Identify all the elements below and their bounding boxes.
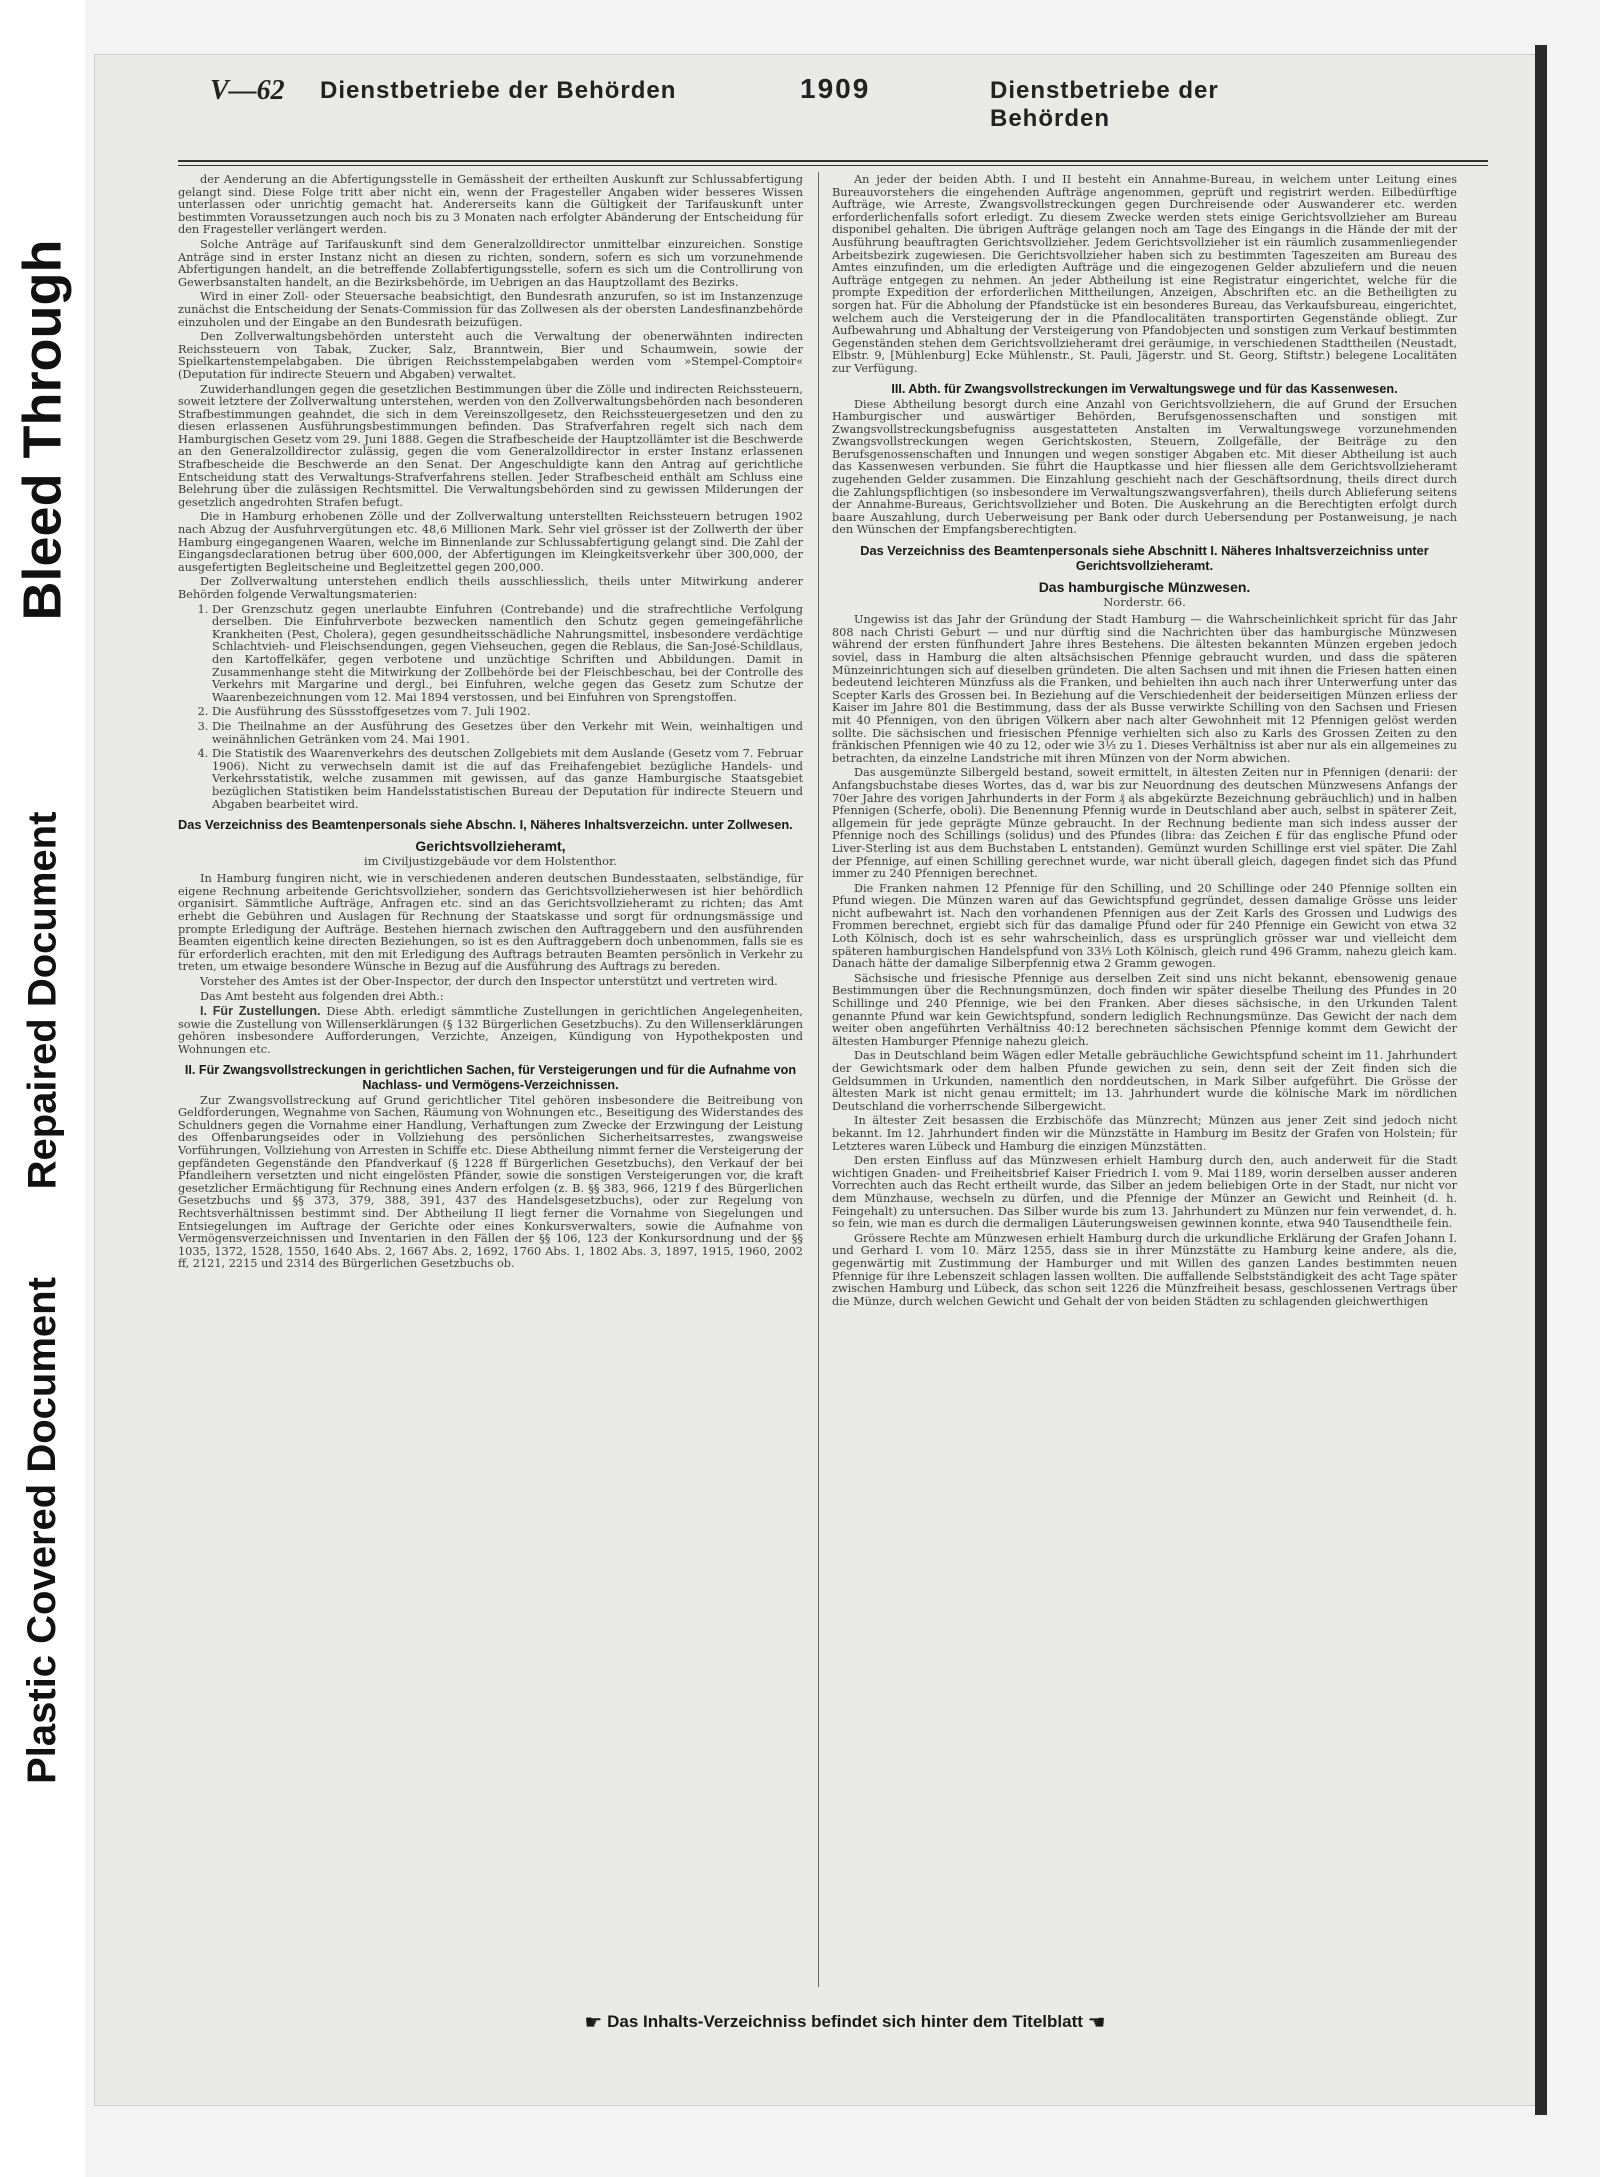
staff-directory-note: Das Verzeichniss des Beamtenpersonals siehe Abschn. I, Näheres Inhaltsverzeichn. unter Zollwesen. bbox=[178, 817, 793, 833]
section-title-gerichtsvollzieheramt: Gerichtsvollzieheramt, bbox=[415, 838, 566, 855]
list-item: 1. Der Grenzschutz gegen unerlaubte Einfuhren (Contrebande) und die strafrechtliche Verfolgung derselben. Die Einfuhrverbote bezwecken namentlich den Schutz gegen gemeingefährliche Krankheiten (Pest, Cholera), gegen gesundheitsschädliche Nahrungsmittel, insbesondere verdächtige Schlachtvieh- und Fleischsendungen, gegen Viehseuchen, gegen die Reblaus, die San-José-Schildlaus, den Kartoffelkäfer, gegen verbotene und unzüchtige Schriften und Abbildungen. Damit in Zusammenhange steht die Mitwirkung der Zollbehörde bei der Fleischbeschau, bei der Controlle des Verkehrs mit Margarine und dergl., bei Einfuhren, welche gegen das Gesetz zum Schutze der Waarenbezeichnungen vom 12. Mai 1894 verstossen, und bei Einfuhren von Sprengstoffen. bbox=[212, 604, 803, 705]
paragraph: Zur Zwangsvollstreckung auf Grund gerichtlicher Titel gehören insbesondere die Beitreibung von Geldforderungen, Wegnahme von Sachen, Räumung von Wohnungen etc., Beseitigung des Widerstandes des Schuldners gegen die Vornahme einer Handlung, Verhaftungen zum Zwecke der Erzwingung der Leistung des Offenbarungseides oder in Vollziehung des persönlichen Sicherheitsarrestes, zwangsweise Vorführungen, Vollziehung von Arresten in Schiffe etc. Diese Abtheilung nimmt ferner die Versteigerung der gepfändeten Gegenstände den Pfandverkauf (§ 1228 ff Bürgerlichen Gesetzbuchs), den Verkauf der bei Pfandleihern versetzten und nicht eingelösten Pfänder, sowie die sonstigen Versteigerungen vor, die kraft gesetzlicher Ermächtigung für Rechnung eines Andern erfolgen (z. B. §§ 383, 966, 1219 f des Bürgerlichen Gesetzbuchs und §§ 373, 379, 388, 391, 437 des Handelsgesetzbuchs), oder zur Regelung von Rechtsverhältnissen bestimmt sind. Der Abtheilung II liegt ferner die Vornahme von Siegelungen und Entsiegelungen im Auftrage der Gerichte oder eines Konkursverwalters, sowie die Aufnahme von Vermögensverzeichnissen und Inventarien in den Fällen der §§ 106, 123 der Konkursordnung und der §§ 1035, 1372, 1528, 1550, 1640 Abs. 2, 1667 Abs. 2, 1692, 1760 Abs. 1, 1802 Abs. 3, 1897, 1915, 1960, 2002 ff, 2121, 2215 und 2314 des Bürgerlichen Gesetzbuchs ob. bbox=[178, 1093, 803, 1271]
pointing-hand-left-icon: ☚ bbox=[1087, 2010, 1106, 2034]
page-number: V—62 bbox=[210, 75, 285, 106]
header-rule-thin bbox=[178, 165, 1488, 166]
scanner-label-strip bbox=[0, 0, 85, 2177]
bleed-through-label: Bleed Through bbox=[12, 239, 73, 621]
paragraph: Solche Anträge auf Tarifauskunft sind dem Generalzolldirector unmittelbar einzureichen. Sonstige Anträge sind in erster Instanz nicht an diesen zu richten, sondern, sofern es sich um vorzunehmende Abfertigungen handelt, an die betreffende Zollabfertigungsstelle, sofern es sich um die Controllirung von Gewerbsanstalten handelt, an die Bezirksbehörde, im Uebrigen an das Hauptzollamt des Bezirks. bbox=[178, 237, 803, 289]
section-subtitle: Norderstr. 66. bbox=[1103, 594, 1186, 609]
materials-list bbox=[178, 604, 803, 812]
section-subtitle: im Civiljustizgebäude vor dem Holstenthor. bbox=[364, 853, 617, 868]
staff-directory-note: Das Verzeichniss des Beamtenpersonals siehe Abschnitt I. Näheres Inhaltsverzeichniss unter Gerichtsvollzieheramt. bbox=[860, 543, 1429, 574]
right-column bbox=[832, 174, 1457, 1310]
paragraph: Die in Hamburg erhobenen Zölle und der Zollverwaltung unterstellten Reichssteuern betrugen 1902 nach Abzug der Ausfuhrvergütungen etc. 48,6 Millionen Mark. Sehr viel grösser ist der Zollwerth der über Hamburg eingegangenen Waaren, welche im Binnenlande zur Schlussabfertigung gelangt sind. Die Zahl der Eingangsdeclarationen betrug über 600,000, der Abfertigungen im Kleingkeitsverkehr über 300,000, der ausgefertigten Begleitscheine und Begleitzettel gegen 200,000. bbox=[178, 510, 803, 574]
subsection-title: III. Abth. für Zwangsvollstreckungen im Verwaltungswege und für das Kassenwesen. bbox=[891, 381, 1398, 396]
paragraph: Das ausgemünzte Silbergeld bestand, soweit ermittelt, in ältesten Zeiten nur in Pfennigen (denarii: der Anfangsbuchstabe dieses Wortes, das d, war bis zur Neuordnung des deutschen Münzwesens Anfangs der 70er Jahre des vorigen Jahrhunderts in der Form ₰ als abgekürzte Bezeichnung gebräuchlich) und in halben Pfennigen (Scherfe, oboli). Die Benennung Pfennig wurde in Deutschland aber auch, selbst in späterer Zeit, allgemein für jede geprägte Münze gebraucht. In der Rechnung bediente man sich indess ausser der Pfennige noch des Schillings (solidus) und des Pfundes (libra: das Zeichen £ für das englische Pfund oder Liver-Sterling ist aus dem Buchstaben L entstanden). Gemünzt wurden Schillinge erst viel später. Die Zahl der Pfennige, auf einen Schilling gerechnet wurde, war nicht überall gleich, dagegen findet sich das Pfund immer zu 240 Pfennigen berechnet. bbox=[832, 766, 1457, 881]
paragraph: Die Franken nahmen 12 Pfennige für den Schilling, und 20 Schillinge oder 240 Pfennige sollten ein Pfund wiegen. Die Münzen waren auf das Gewichtspfund gegründet, dessen damalige Grösse uns leider nicht aufbewahrt ist. Nach den vorhandenen Pfennigen aus der Zeit Karls des Grossen und Ludwigs des Frommen berechnet, ergiebt sich für das damalige Pfund oder für 240 Pfennige ein Gewicht von etwa 32 Loth Kölnisch, doch ist es sehr wahrscheinlich, dass es ursprünglich grösser war und vielleicht dem späteren hamburgischen Handelspfund von 33⅓ Loth Kölnisch, gleich rund 496 Gramm, nahezu gleich kam. Danach hätte der damalige Silberpfennig etwa 2 Gramm gewogen. bbox=[832, 881, 1457, 971]
paragraph: An jeder der beiden Abth. I und II besteht ein Annahme-Bureau, in welchem unter Leitung eines Bureauvorstehers die eingehenden Aufträge angenommen, geprüft und registrirt werden. Eilbedürftige Aufträge, wie Arreste, Zwangsvollstreckungen gegen Durchreisende oder Auswanderer etc. werden erforderlichenfalls sofort erledigt. Zu diesem Zwecke werden stets einige Gerichtsvollzieher am Bureau disponibel gehalten. Die übrigen Aufträge gelangen noch am Tage des Eingangs in die Hände der mit der Ausführung beauftragten Gerichtsvollzieher. Jedem Gerichtsvollzieher ist ein räumlich zusammenliegender Arbeitsbezirk zugewiesen. Die Gerichtsvollzieher haben sich zu bestimmten Tageszeiten am Bureau des Amtes einzufinden, um die erledigten Aufträge und die eingezogenen Gelder abzuliefern und die neuen Aufträge entgegen zu nehmen. An jeder Abtheilung ist eine Registratur eingerichtet, welche für die prompte Expedition der erforderlichen Mittheilungen, Anzeigen, Abschriften etc. an die Betheiligten zu sorgen hat. Für die Abholung der Pfandstücke ist ein besonderes Bureau, das Verkaufsbureau, eingerichtet, welchem auch die Versteigerung der in die Pfandlocalitäten transportirten Gegenstände obliegt. Zur Aufbewahrung und Abhaltung der Versteigerung von Pfandobjecten und sonstigen zum Verkauf bestimmten Gegenständen stehen dem Gerichtsvollzieheramt drei geräumige, in verschiedenen Stadttheilen (Neustadt, Elbstr. 9, [Mühlenburg] Ecke Mühlenstr., St. Pauli, Jägerstr. und St. Georg, Stiftstr.) belegene Localitäten zur Verfügung. bbox=[832, 173, 1457, 375]
plastic-covered-document-label: Plastic Covered Document bbox=[20, 1276, 65, 1784]
list-item: 4. Die Statistik des Waarenverkehrs des deutschen Zollgebiets mit dem Auslande (Gesetz vom 7. Februar 1906). Nicht zu verwechseln damit ist die auf das Freihafengebiet bezügliche Handels- und Verkehrsstatistik, welche zusammen mit gewissen, auf das ganze Hamburgische Staatsgebiet bezüglichen Statistiken beim Handelsstatistischen Bureau der Deputation für indirecte Steuern und Abgaben bearbeitet wird. bbox=[212, 748, 803, 811]
header-left-title: Dienstbetriebe der Behörden bbox=[320, 77, 677, 104]
column-divider bbox=[818, 172, 819, 1987]
paragraph: Grössere Rechte am Münzwesen erhielt Hamburg durch die urkundliche Erklärung der Grafen Johann I. und Gerhard I. vom 10. März 1255, dass sie in ihrer Münzstätte zu Hamburg keine andere, als die, gegenwärtig mit Zustimmung der Hamburger und mit Willen des ganzen Landes bestimmten neuen Pfennige für ihre Lebenszeit schlagen lassen wollten. Die auffallende Selbstständigkeit des acht Tage später zwischen Hamburg und Lübeck, das schon seit 1226 die Münzfreiheit besass, geschlossenen Vertrags über die Münze, durch welchen Gewicht und Gehalt der von beiden Städten zu schlagenden gleichwerthigen bbox=[832, 1231, 1457, 1308]
paragraph: Ungewiss ist das Jahr der Gründung der Stadt Hamburg — die Wahrscheinlichkeit spricht für das Jahr 808 nach Christi Geburt — und nur dürftig sind die Nachrichten über das hamburgische Münzwesen während der ersten fünfhundert Jahre ihres Bestehens. Die ältesten bekannten Münzen ergeben jedoch soviel, dass in Hamburg die alten altsächsischen Pfennige gebraucht wurden, und dass die späteren Münzeinrichtungen sich auf dieselben gründeten. Die alten Sachsen und mit ihnen die Friesen hatten einen bedeutend leichteren Münzfuss als die Franken, und behielten ihn auch nach ihrer Unterwerfung unter das Scepter Karls des Grossen bei. In Beziehung auf die Verschiedenheit der beiderseitigen Münzen erliess der Kaiser im Jahre 801 die Bestimmung, dass der als Busse verwirkte Schilling von den Sachsen und Friesen mit 40 Pfennigen, von den übrigen Völkern aber nach alter Gewohnheit mit 12 Pfennigen gelöst werden sollte. Die sächsischen und friesischen Pfennige verhielten sich also zu Karls des Grossen Zeiten zu den fränkischen Pfennigen wie 40 zu 12, oder wie 3⅓ zu 1. Dieses Verhältniss ist aber nur als ein allgemeines zu betrachten, da einzelne Landstriche mit ihren Münzen von der Norm abwichen. bbox=[832, 613, 1457, 765]
footer-text: Das Inhalts-Verzeichniss befindet sich hinter dem Titelblatt bbox=[607, 2012, 1083, 2031]
list-item: 2. Die Ausführung des Süssstoffgesetzes vom 7. Juli 1902. bbox=[212, 706, 803, 719]
section-title-muenzwesen: Das hamburgische Münzwesen. bbox=[1038, 579, 1251, 596]
subsection-title: I. Für Zustellungen. bbox=[200, 1004, 321, 1019]
paragraph: I. Für Zustellungen. Diese Abth. erledigt sämmtliche Zustellungen in gerichtlichen Angelegenheiten, sowie die Zustellung von Willenserklärungen (§ 132 Bürgerlichen Gesetzbuchs). Zu den Willenserklärungen gehören insbesondere Aufforderungen, Verzichte, Anzeigen, Kündigung von Hypothekposten und Wohnungen etc. bbox=[178, 1004, 803, 1056]
subsection-title: II. Für Zwangsvollstreckungen in gerichtlichen Sachen, für Versteigerungen und für die Aufnahme von Nachlass- und Vermögens-Verzeichnissen. bbox=[184, 1062, 797, 1092]
paragraph: Sächsische und friesische Pfennige aus derselben Zeit sind uns nicht bekannt, ebensowenig genaue Bestimmungen über die Rechnungsmünzen, doch finden wir später dieselbe Theilung des Pfundes in 20 Schillinge und 240 Pfennige, wie bei den Franken. Aber dieses sächsische, in den Urkunden Talent genannte Pfund war kein Gewichtspfund, sondern lediglich Rechnungsmünze. Das Gewicht der nach dem weiter oben angeführten Verhältniss 40:12 berechneten sächsischen Pfennige kommt dem Gewicht der ältesten Hamburger Pfennige nahezu gleich. bbox=[832, 971, 1457, 1048]
page-header bbox=[110, 63, 1300, 132]
paragraph: Zuwiderhandlungen gegen die gesetzlichen Bestimmungen über die Zölle und indirecten Reichssteuern, soweit letztere der Zollverwaltung unterstehen, werden von den Zollverwaltungsbehörden nach besonderen Strafbestimmungen geahndet, die sich in dem Vereinszollgesetz, den Reichssteuergesetzen und den zu diesen erlassenen Ausführungsbestimmungen befinden. Das Strafverfahren regelt sich nach dem Hamburgischen Gesetz vom 29. Juni 1888. Gegen die Strafbescheide der Hauptzollämter ist die Beschwerde an den Generalzolldirector zulässig, gegen die vom Generalzolldirector in erster Instanz erlassenen Strafbescheide die Beschwerde an den Senat. Der Angeschuldigte kann den Antrag auf gerichtliche Entscheidung statt des Verwaltungs-Strafverfahrens stellen. Jeder Strafbescheid enthält am Schluss eine Belehrung über die zulässigen Rechtsmittel. Die Verwaltungsbehörden sind zu gewissen Milderungen der gesetzlich angedrohten Strafen befugt. bbox=[178, 382, 803, 509]
paragraph: Wird in einer Zoll- oder Steuersache beabsichtigt, den Bundesrath anzurufen, so ist im Instanzenzuge zunächst die Entscheidung der Senats-Commission für das Zollwesen als der obersten Landesfinanzbehörde einzuholen und der Eingabe an den Bundesrath beizufügen. bbox=[178, 290, 803, 329]
paragraph: Der Zollverwaltung unterstehen endlich theils ausschliesslich, theils unter Mitwirkung anderer Behörden folgende Verwaltungsmaterien: bbox=[178, 575, 803, 601]
list-item: 3. Die Theilnahme an der Ausführung des Gesetzes über den Verkehr mit Wein, weinhaltigen und weinähnlichen Getränken vom 24. Mai 1901. bbox=[212, 721, 803, 746]
paragraph: Das Amt besteht aus folgenden drei Abth.: bbox=[200, 989, 444, 1003]
header-year: 1909 bbox=[800, 73, 871, 104]
paragraph: Das in Deutschland beim Wägen edler Metalle gebräuchliche Gewichtspfund scheint im 11. Jahrhundert der Gewichtsmark oder dem halben Pfunde gewichen zu sein, denn seit der Zeit finden sich die Geldsummen in Urkunden, namentlich den norddeutschen, in Mark Silber aufgeführt. Die Grösse der ältesten Mark ist nicht genau ermittelt; im 13. Jahrhundert wurde die kölnische Mark im nördlichen Deutschland die vorherrschende Silbergewicht. bbox=[832, 1049, 1457, 1113]
header-right-title: Dienstbetriebe der Behörden bbox=[990, 77, 1219, 132]
paragraph: der Aenderung an die Abfertigungsstelle in Gemässheit der ertheilten Auskunft zur Schlussabfertigung gelangt sind. Diese Folge tritt aber nicht ein, wenn der Fragesteller Angaben wider besseres Wissen unterlassen oder unrichtig gemacht hat. Andererseits kann die Gültigkeit der Tarifauskunft unter bestimmten Voraussetzungen auch noch bis zu 3 Monaten nach erfolgter Abänderung der Entscheidung für den Fragesteller verlängert werden. bbox=[178, 173, 803, 237]
left-column bbox=[178, 174, 803, 1273]
paragraph: In ältester Zeit besassen die Erzbischöfe das Münzrecht; Münzen aus jener Zeit sind jedoch nicht bekannt. Im 12. Jahrhundert finden wir die Münzstätte in Hamburg im Besitz der Grafen von Holstein; für Letzteres waren Lübeck und Hamburg die einzigen Münzstätten. bbox=[832, 1114, 1457, 1153]
footer-note bbox=[415, 2010, 1275, 2034]
pointing-hand-right-icon: ☛ bbox=[584, 2010, 603, 2034]
header-rule bbox=[178, 160, 1488, 162]
paragraph: Den ersten Einfluss auf das Münzwesen erhielt Hamburg durch den, auch anderweit für die Stadt wichtigen Gnaden- und Freiheitsbrief Kaiser Friedrich I. vom 9. Mai 1189, worin derselben ausser anderen Vorrechten auch das Recht ertheilt wurde, das Silber an jedem beliebigen Orte in der Stadt, nur nicht vor dem Münzhause, wechseln zu dürfen, und die Pfennige der Münzer an Gewicht und Reinheit (d. h. Feingehalt) zu untersuchen. Das Silber wurde bis zum 13. Jahrhundert zu Münzen nur fein verwendet, d. h. so fein, wie man es durch die dermaligen Läuterungsweisen gewinnen konnte, etwa 940 Tausendtheile fein. bbox=[832, 1154, 1457, 1231]
paragraph: Vorsteher des Amtes ist der Ober-Inspector, der durch den Inspector unterstützt und vertreten wird. bbox=[200, 975, 778, 989]
paragraph: Den Zollverwaltungsbehörden untersteht auch die Verwaltung der obenerwähnten indirecten Reichssteuern von Tabak, Zucker, Salz, Branntwein, Bier und Schaumwein, sowie der Spielkartenstempelabgaben. Die übrigen Reichsstempelabgaben werden vom »Stempel-Comptoir« (Deputation für indirecte Steuern und Abgaben) verwaltet. bbox=[178, 330, 803, 381]
repaired-document-label: Repaired Document bbox=[20, 811, 65, 1189]
page-edge bbox=[1535, 45, 1547, 2115]
paragraph: In Hamburg fungiren nicht, wie in verschiedenen anderen deutschen Bundesstaaten, selbständige, für eigene Rechnung arbeitende Gerichtsvollzieher, sondern das Gerichtsvollzieherwesen ist hier behördlich organisirt. Sämmtliche Aufträge, Anfragen etc. sind an das Gerichtsvollzieheramt zu richten; das Amt erhebt die Gebühren und Auslagen für Rechnung der Staatskasse und sorgt für ordnungsmässige und prompte Erledigung der Aufträge. Bestehen hiernach zwischen den Auftraggebern und den ausführenden Beamten eigentlich keine directen Beziehungen, so ist es den Auftraggebern doch unbenommen, falls sie es für erforderlich erachten, mit den mit Erledigung des Auftrags betrauten Beamten persönlich in Verkehr zu treten, um etwaige besondere Wünsche in Bezug auf die Ausführung des Auftrags zu bereden. bbox=[178, 872, 803, 974]
paragraph: Diese Abtheilung besorgt durch eine Anzahl von Gerichtsvollziehern, die auf Grund der Ersuchen Hamburgischer und auswärtiger Behörden, Berufsgenossenschaften und sonstigen mit Zwangsvollstreckungsbefugniss ausgestatteten Anstalten im Verwaltungswege vorzunehmenden Zwangsvollstreckungen wegen Gerichtskosten, Steuern, Zollgefälle, der Beiträge zu den Berufsgenossenschaften und Innungen und wegen sonstiger Abgaben etc. Mit dieser Abtheilung ist auch das Kassenwesen verbunden. Sie führt die Hauptkasse und hier fliessen alle dem Gerichtsvollzieheramt zugehenden Gelder zusammen. Die Einzahlung geschieht nach der Geschäftsordnung, theils direct durch die Zahlungspflichtigen (so insbesondere im Verwaltungszwangsverfahren), theils durch Ablieferung seitens der Annahme-Bureaus, Gerichtsvollzieher und Boten. Die Auskehrung an die Berechtigten erfolgt durch baare Auszahlung, durch Ueberweisung per Bank oder durch Uebersendung per Postanweisung, je nach den Wünschen der Empfangsberechtigten. bbox=[832, 397, 1457, 537]
